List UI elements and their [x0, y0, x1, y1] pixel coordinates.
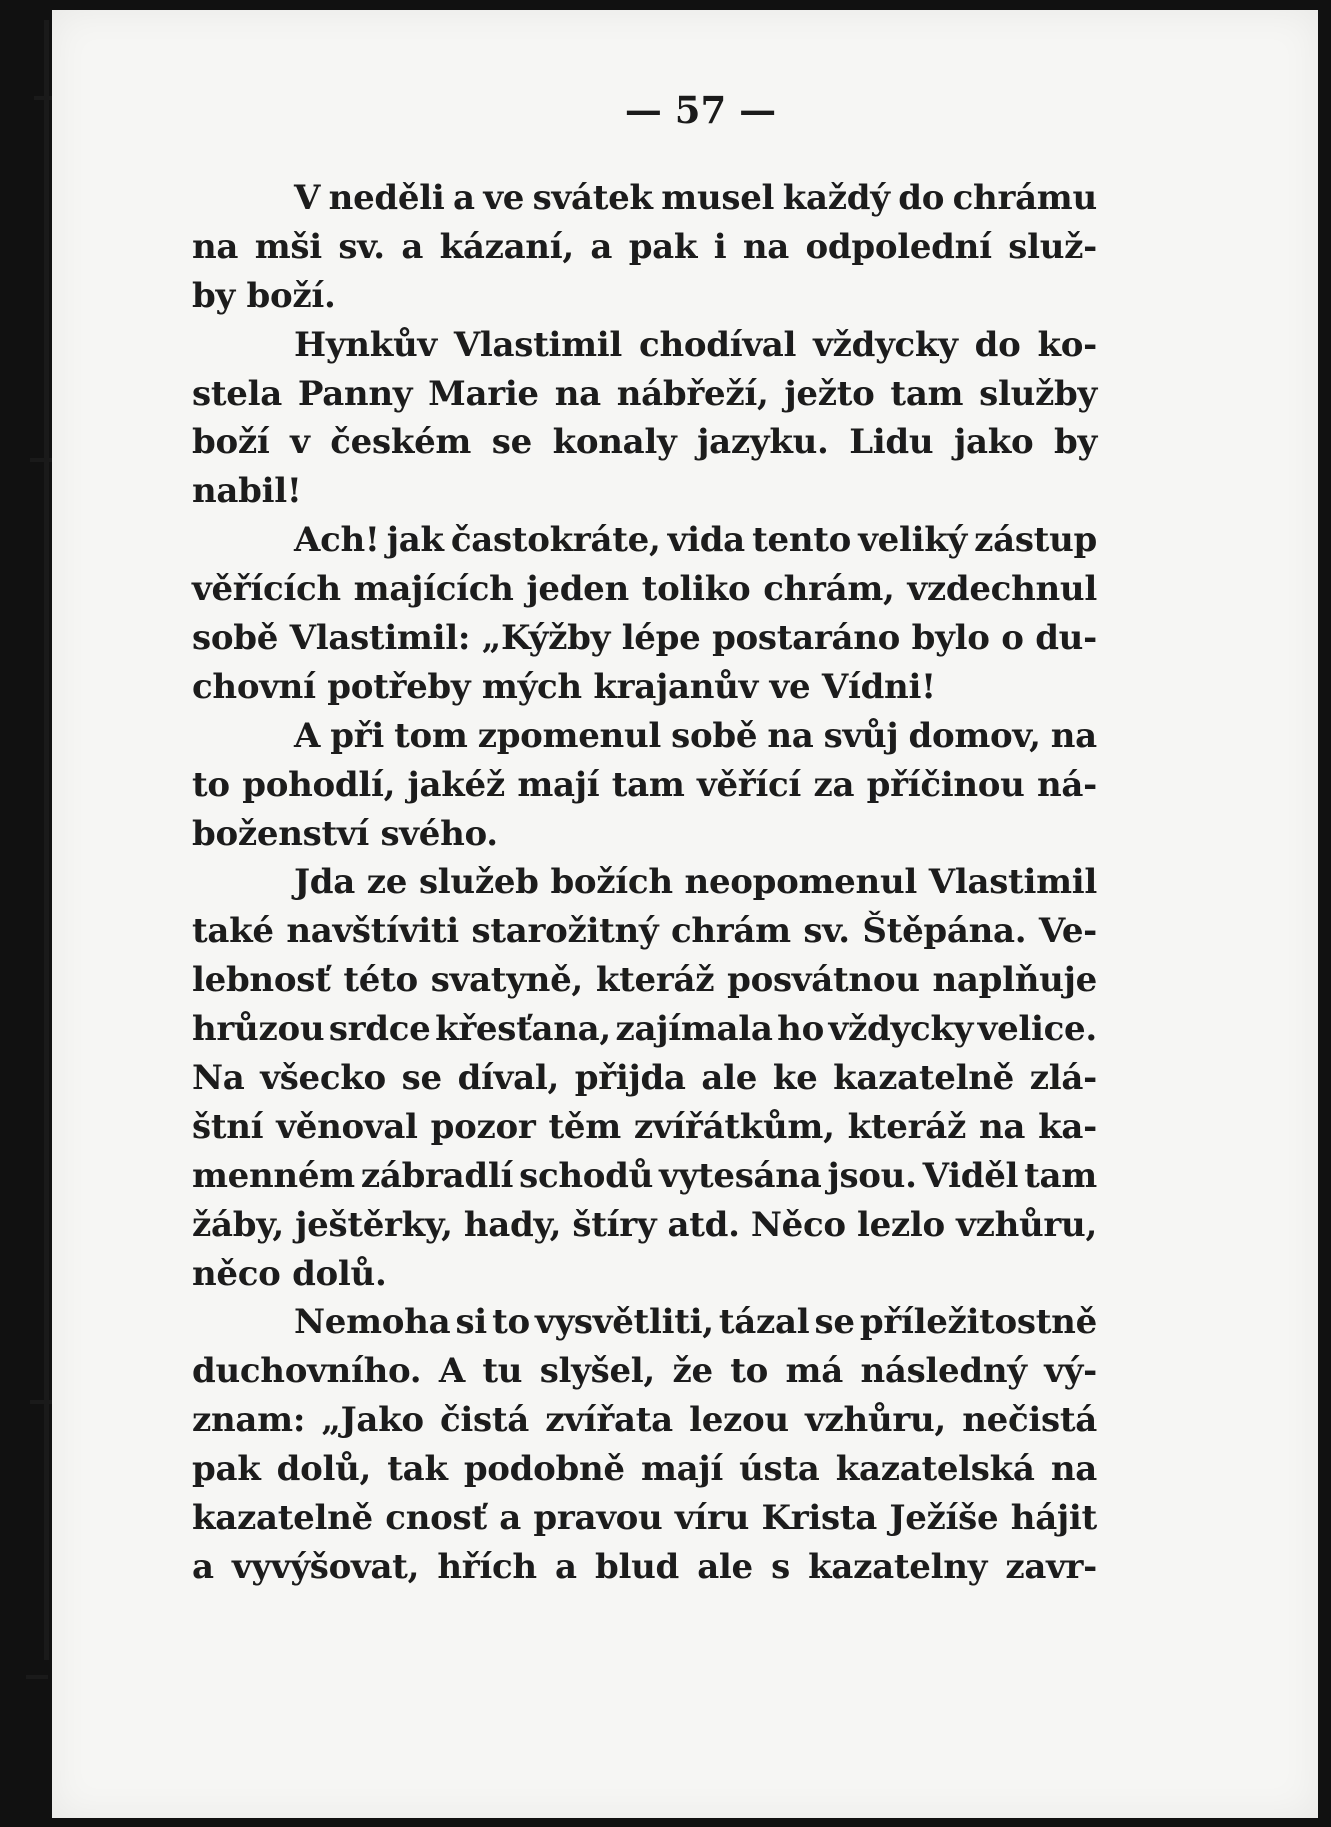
text-line: a vyvýšovat, hřích a blud ale s kazatelny zavr- [192, 1546, 1097, 1587]
binding-mark [30, 458, 52, 462]
binding-edge [44, 20, 49, 1660]
text-line: stela Panny Marie na nábřeží, ježto tam služby [192, 373, 1097, 414]
text-line: kazatelně cnosť a pravou víru Krista Ježíše hájit [192, 1498, 1097, 1539]
text-line: něco dolů. [192, 1253, 387, 1294]
text-line: boží v českém se konaly jazyku. Lidu jako by [192, 422, 1097, 463]
text-line: lebnosť této svatyně, kteráž posvátnou naplňuje [192, 960, 1097, 1001]
text-line: V neděli a ve svátek musel každý do chrámu [294, 178, 1097, 218]
paragraph [192, 858, 1097, 1298]
text-line: by boží. [192, 275, 336, 316]
page-body-text [192, 174, 1097, 1592]
text-line: menném zábradlí schodů vytesána jsou. Viděl tam [192, 1155, 1097, 1196]
text-line: boženství svého. [192, 813, 498, 854]
paragraph [192, 516, 1097, 712]
binding-mark [26, 1675, 48, 1679]
text-line: také navštíviti starožitný chrám sv. Štěpána. Ve- [192, 911, 1097, 952]
text-line: duchovního. A tu slyšel, že to má následný vý- [192, 1351, 1097, 1392]
text-line: A při tom zpomenul sobě na svůj domov, na [294, 715, 1097, 756]
paragraph [192, 321, 1097, 517]
text-line: chovní potřeby mých krajanův ve Vídni! [192, 666, 936, 707]
text-line: Ach! jak častokráte, vida tento veliký zástup [294, 520, 1097, 561]
paragraph [192, 712, 1097, 859]
paragraph [192, 1298, 1097, 1591]
text-line: žáby, ještěrky, hady, štíry atd. Něco lezlo vzhůru, [192, 1204, 1097, 1245]
text-line: hrůzou srdce křesťana, zajímala ho vždycky velice. [192, 1009, 1097, 1050]
paragraph [192, 174, 1097, 321]
page-number: — 57 — [624, 88, 777, 132]
text-line: Jda ze služeb božích neopomenul Vlastimil [294, 862, 1097, 903]
text-line: věřících majících jeden toliko chrám, vzdechnul [192, 569, 1097, 610]
text-line: nabil! [192, 471, 302, 512]
text-line: na mši sv. a kázaní, a pak i na odpolední služ- [192, 226, 1097, 267]
text-line: pak dolů, tak podobně mají ústa kazatelská na [192, 1449, 1097, 1490]
text-line: sobě Vlastimil: „Kýžby lépe postaráno bylo o du- [192, 618, 1097, 659]
text-line: Na všecko se díval, přijda ale ke kazatelně zlá- [192, 1058, 1097, 1099]
text-line: štní věnoval pozor těm zvířátkům, kteráž na ka- [192, 1106, 1097, 1147]
text-line: Hynkův Vlastimil chodíval vždycky do ko- [294, 324, 1097, 365]
text-line: znam: „Jako čistá zvířata lezou vzhůru, nečistá [192, 1400, 1097, 1441]
text-line: to pohodlí, jakéž mají tam věřící za příčinou ná- [192, 764, 1097, 805]
binding-mark [30, 1400, 52, 1404]
text-line: Nemoha si to vysvětliti, tázal se příležitostně [294, 1302, 1097, 1343]
